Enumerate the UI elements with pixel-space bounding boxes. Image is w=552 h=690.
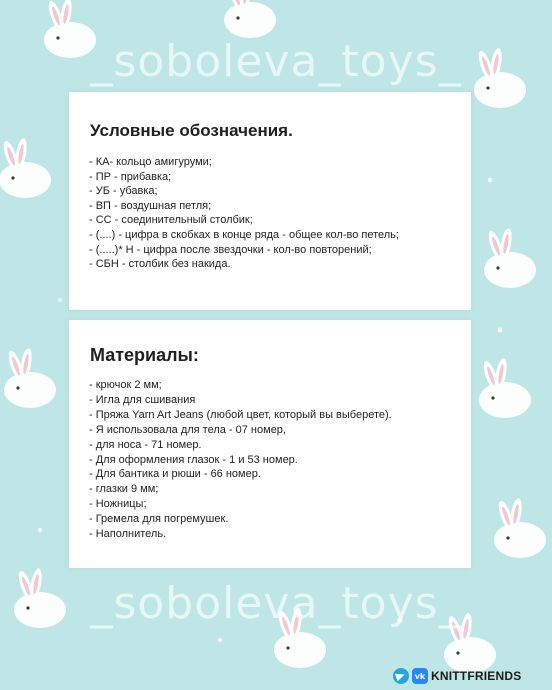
- list-item: - для носа - 71 номер.: [89, 438, 202, 451]
- list-item: - Ножницы;: [89, 498, 147, 511]
- telegram-icon[interactable]: [393, 668, 409, 684]
- list-item: - ПР - прибавка;: [89, 170, 172, 183]
- legend-card: [69, 92, 471, 310]
- list-item: - УБ - убавка;: [89, 185, 158, 198]
- list-item: - Гремела для погремушек.: [89, 513, 229, 526]
- list-item: - Игла для сшивания: [89, 393, 196, 406]
- legend-title: Условные обозначения.: [90, 121, 293, 140]
- list-item: - крючок 2 мм;: [89, 379, 162, 391]
- list-item: - Для оформления глазок - 1 и 53 номер.: [89, 453, 298, 466]
- watermark-top: _soboleva_toys_: [90, 36, 462, 87]
- list-item: - КА- кольцо амигуруми;: [89, 156, 212, 168]
- materials-card: [69, 320, 471, 568]
- list-item: - СБН - столбик без накида.: [89, 258, 231, 271]
- materials-list: [89, 378, 392, 542]
- list-item: - Я использовала для тела - 07 номер,: [89, 423, 286, 436]
- legend-list: [89, 155, 399, 272]
- watermark-bottom: _soboleva_toys_: [90, 578, 462, 629]
- materials-title: Материалы:: [90, 345, 199, 365]
- list-item: - (....) - цифра в скобках в конце ряда - общее кол-во петель;: [89, 228, 399, 241]
- list-item: - Пряжа Yarn Art Jeans (любой цвет, который вы выберете).: [89, 408, 392, 421]
- list-item: - (.....)* Н - цифра после звездочки - кол-во повторений;: [89, 243, 372, 256]
- brand-name: KNITTFRIENDS: [431, 669, 522, 683]
- list-item: - СС - соединительный столбик;: [89, 214, 253, 227]
- list-item: - Наполнитель.: [89, 528, 167, 541]
- list-item: - Для бантика и рюши - 66 номер.: [89, 468, 261, 481]
- social-badge[interactable]: [393, 667, 521, 685]
- list-item: - глазки 9 мм;: [89, 483, 159, 496]
- vk-icon[interactable]: vk: [412, 668, 428, 684]
- list-item: - ВП - воздушная петля;: [89, 199, 212, 212]
